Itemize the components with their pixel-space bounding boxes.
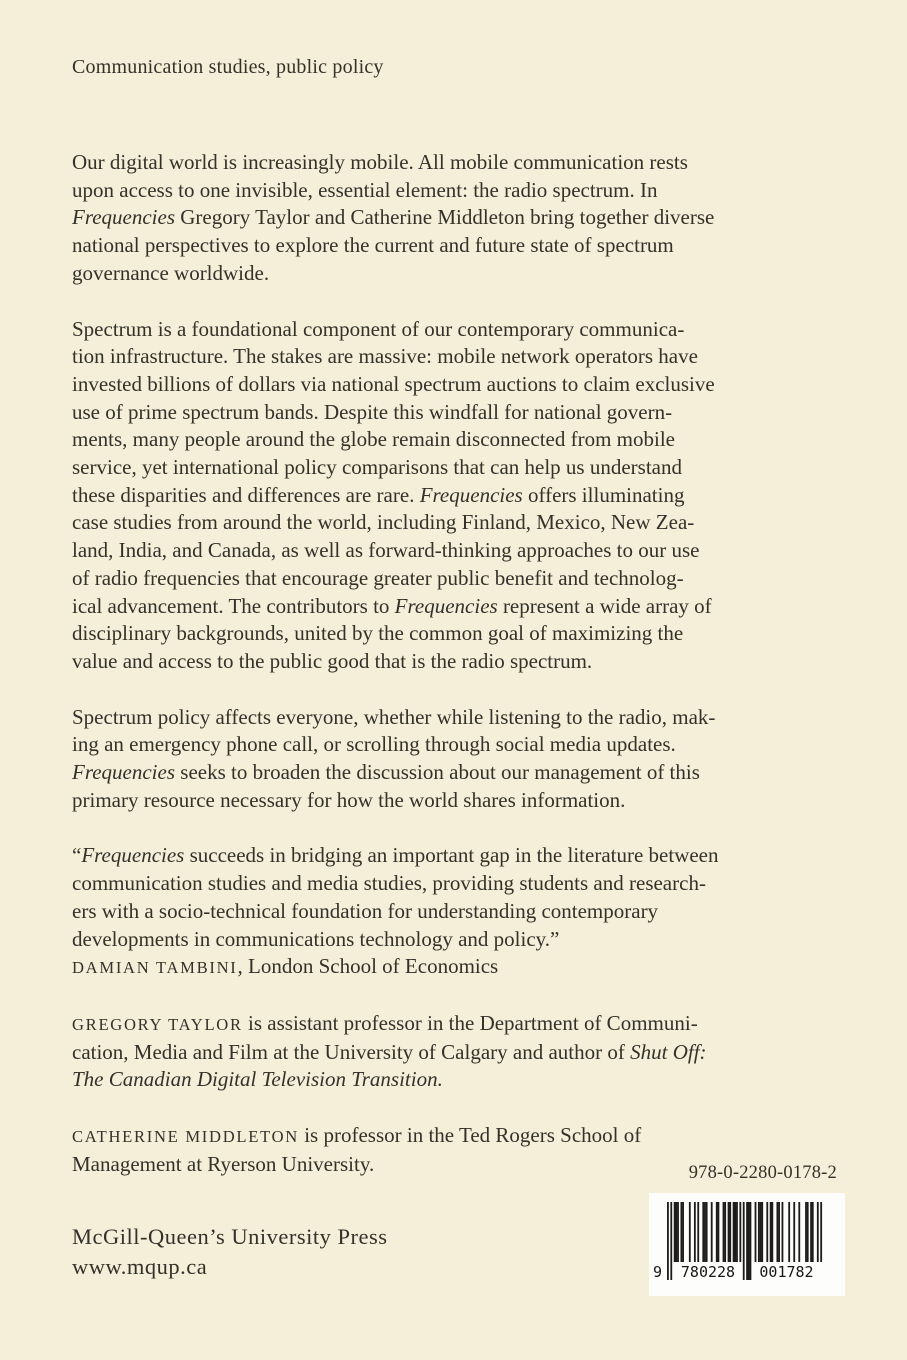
bio [72,1010,872,1094]
text-line [72,593,872,621]
text-run: represent a wide array of [497,593,712,618]
text-run: ical advancement. The contributors to [72,593,395,618]
text-line [72,371,872,399]
text-line [72,1010,872,1039]
text-run: developments in communications technology and policy.” [72,926,560,951]
text-line [72,620,872,648]
text-run: communication studies and media studies, providing students and research- [72,871,706,896]
text-line [72,232,872,260]
text-line [72,870,872,898]
text-line [72,759,872,787]
publisher-name: McGill-Queen’s University Press [72,1224,388,1249]
publisher-block [72,1222,387,1282]
italic-run: Shut Off: [630,1039,707,1064]
paragraph [72,704,872,815]
text-run: is assistant professor in the Department of Communi- [242,1010,698,1035]
text-run: seeks to broaden the discussion about our management of this [175,760,700,785]
text-line [72,260,872,288]
text-run: , London School of Economics [237,954,499,979]
text-run: Management at Ryerson University. [72,1151,375,1176]
text-run: primary resource necessary for how the world shares information. [72,787,626,812]
text-run: these disparities and differences are rare. [72,482,420,507]
text-run: disciplinary backgrounds, united by the common goal of maximizing the [72,621,684,646]
italic-run: Frequencies [81,843,185,868]
text-run: cation, Media and Film at the University of Calgary and author of [72,1039,631,1064]
text-line [72,1066,872,1094]
text-line [72,537,872,565]
text-run: Gregory Taylor and Catherine Middleton bring together diverse [175,205,715,230]
quote [72,842,872,982]
text-line [72,731,872,759]
italic-run: Frequencies [72,760,176,785]
text-run: use of prime spectrum bands. Despite this windfall for national govern- [72,399,673,424]
text-run: succeeds in bridging an important gap in the literature between [184,843,719,868]
text-line [72,204,872,232]
text-run: ers with a socio-technical foundation for understanding contemporary [72,898,659,923]
text-line [72,177,872,205]
text-line [72,149,872,177]
text-line [72,1039,872,1067]
text-line [72,482,872,510]
text-run: upon access to one invisible, essential element: the radio spectrum. In [72,177,658,202]
text-run: ing an emergency phone call, or scrolling through social media updates. [72,732,676,757]
publisher-website: www.mqup.ca [72,1254,208,1279]
isbn-number: 978-0-2280-0178-2 [688,1163,837,1183]
text-line [72,926,872,954]
text-line [72,426,872,454]
text-run: value and access to the public good that is the radio spectrum. [72,648,593,673]
text-run: service, yet international policy comparisons that can help us understand [72,455,682,480]
text-run: of radio frequencies that encourage greater public benefit and technolog- [72,565,684,590]
back-cover-text [72,149,872,1207]
text-run: Spectrum policy affects everyone, whether while listening to the radio, mak- [72,704,716,729]
text-run: is professor in the Ted Rogers School of [298,1123,642,1148]
italic-run: Frequencies [72,205,176,230]
text-run: offers illuminating [522,482,685,507]
text-run: Our digital world is increasingly mobile. All mobile communication rests [72,150,688,174]
text-line [72,898,872,926]
text-line [72,953,872,982]
text-run: land, India, and Canada, as well as forward-thinking approaches to our use [72,538,700,563]
text-line [72,399,872,427]
text-run: tion infrastructure. The stakes are massive: mobile network operators have [72,344,698,369]
text-run: Spectrum is a foundational component of our contemporary communica- [72,316,685,341]
text-line [72,509,872,537]
text-line [72,454,872,482]
text-line [72,704,872,732]
text-run: ments, many people around the globe remain disconnected from mobile [72,427,675,452]
text-run: case studies from around the world, including Finland, Mexico, New Zea- [72,510,695,535]
smallcaps-run: CATHERINE MIDDLETON [72,1127,299,1147]
italic-run: The Canadian Digital Television Transition. [72,1067,443,1092]
barcode-digits-left: 780228 [680,1263,736,1281]
smallcaps-run: DAMIAN TAMBINI [72,958,238,978]
barcode [649,1193,845,1296]
text-run: invested billions of dollars via national spectrum auctions to claim exclusive [72,371,715,396]
text-run: governance worldwide. [72,260,270,285]
category-label: Communication studies, public policy [72,56,384,78]
barcode-digits-right: 001782 [759,1263,814,1281]
barcode-digit-first: 9 [653,1263,663,1281]
paragraph [72,316,872,676]
text-line [72,316,872,344]
isbn-area [649,1163,845,1296]
italic-run: Frequencies [419,482,523,507]
smallcaps-run: GREGORY TAYLOR [72,1014,243,1034]
barcode-digits [649,1263,845,1280]
text-line [72,842,872,870]
text-run: national perspectives to explore the current and future state of spectrum [72,233,674,258]
text-run: “ [72,843,82,868]
text-line [72,787,872,815]
text-line [72,565,872,593]
text-line [72,343,872,371]
text-line [72,1122,872,1151]
italic-run: Frequencies [394,593,498,618]
text-line [72,648,872,676]
paragraph [72,149,872,288]
